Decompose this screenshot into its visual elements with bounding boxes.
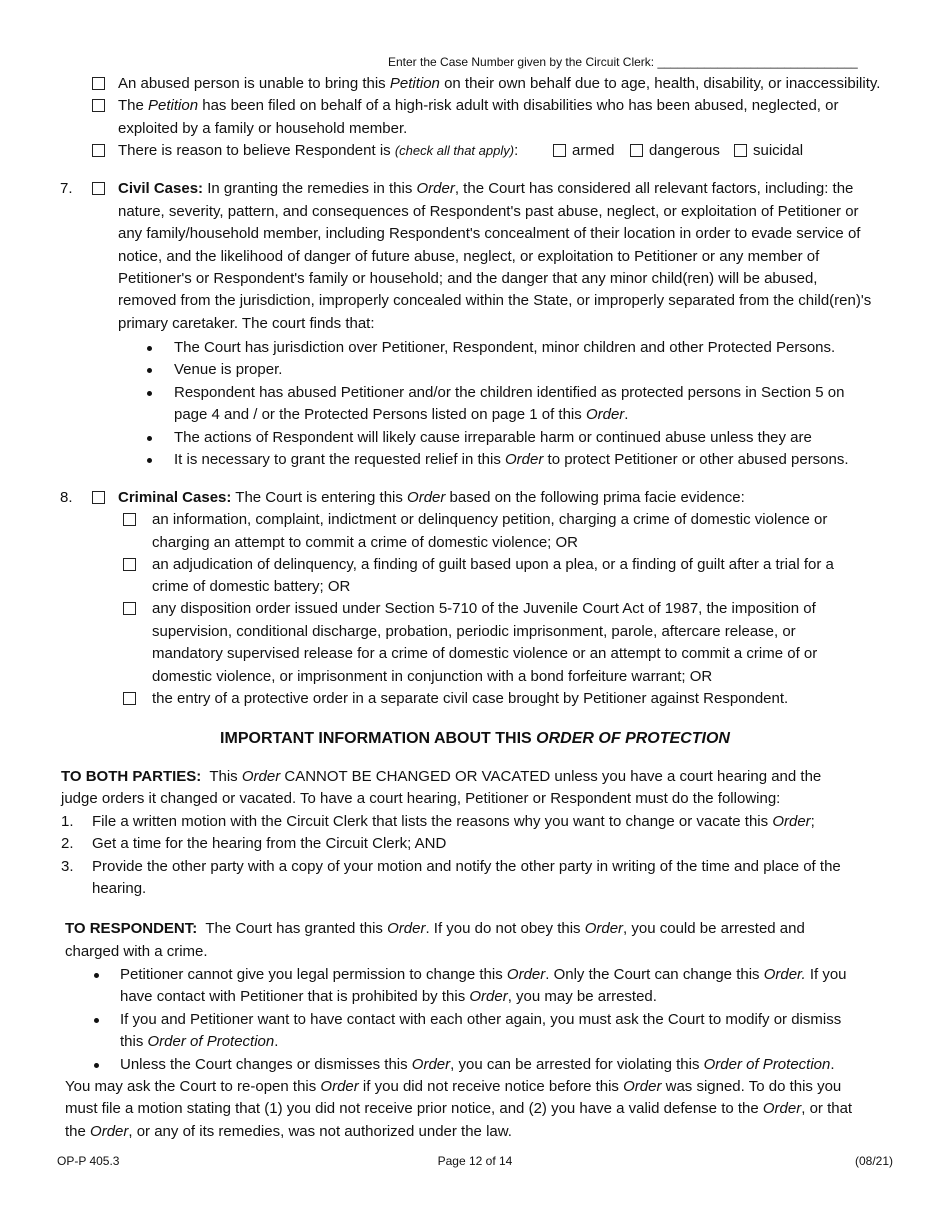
bullet [147, 346, 152, 351]
bullet [147, 368, 152, 373]
civil-cases-checkbox[interactable] [92, 182, 105, 195]
dangerous-label: dangerous [649, 142, 720, 159]
evidence-disposition-text: any disposition order issued under Section 5-710 of the Juvenile Court Act of 1987, the imposition of [152, 600, 816, 617]
evidence-adjudication-text: an adjudication of delinquency, a finding of guilt based upon a plea, or a finding of guilt after a trial for a [152, 556, 834, 573]
civil-cases-line-2: nature, severity, pattern, and consequences of Respondent's past abuse, neglect, or exploitation of Petitioner or [118, 203, 859, 220]
suicidal-label: suicidal [753, 142, 804, 159]
important-info-heading: IMPORTANT INFORMATION ABOUT THIS ORDER OF PROTECTION [220, 730, 730, 747]
armed-label: armed [572, 142, 615, 159]
section-8-number: 8. [60, 489, 73, 506]
bullet [147, 436, 152, 441]
criminal-cases-intro: Criminal Cases: The Court is entering this Order based on the following prima facie evidence: [118, 489, 745, 506]
bullet [94, 1063, 99, 1068]
respondent-risk-text: There is reason to believe Respondent is (check all that apply): [118, 142, 519, 159]
step-3-number: 3. [61, 858, 74, 875]
step-1-number: 1. [61, 813, 74, 830]
dangerous-checkbox[interactable] [630, 144, 643, 157]
evidence-adjudication-checkbox[interactable] [123, 558, 136, 571]
finding-relief: It is necessary to grant the requested relief in this Order to protect Petitioner or other abused persons. [174, 451, 849, 468]
reopen-line-1: You may ask the Court to re-open this Order if you did not receive notice before this Order was signed. To do this you [65, 1078, 842, 1095]
finding-venue: Venue is proper. [174, 361, 283, 378]
bullet [147, 391, 152, 396]
civil-cases-line-4: notice, and the likelihood of danger of future abuse, neglect, or exploitation to Petitioner or any member of [118, 248, 820, 265]
evidence-adjudication-text-2: crime of domestic battery; OR [152, 578, 351, 595]
civil-cases-line-1: Civil Cases: In granting the remedies in this Order, the Court has considered all relevant factors, including: the [118, 180, 854, 197]
case-number-field[interactable]: ______________________________ [657, 55, 858, 69]
evidence-information-checkbox[interactable] [123, 513, 136, 526]
civil-cases-line-7: primary caretaker. The court finds that: [118, 315, 375, 332]
evidence-disposition-text-4: domestic violence, or imprisonment in conjunction with a bond forfeiture warrant; OR [152, 668, 713, 685]
case-number-label: Enter the Case Number given by the Circuit Clerk: ______________________________ [388, 55, 858, 69]
bullet [147, 458, 152, 463]
respondent-line-1: TO RESPONDENT: The Court has granted this Order. If you do not obey this Order, you could be arrested and [65, 920, 805, 937]
section-7-number: 7. [60, 180, 73, 197]
evidence-disposition-text-2: supervision, conditional discharge, probation, periodic imprisonment, parole, aftercare release, or [152, 623, 796, 640]
both-parties-line-1: TO BOTH PARTIES: This Order CANNOT BE CHANGED OR VACATED unless you have a court hearing and the [61, 768, 822, 785]
bullet [94, 973, 99, 978]
suicidal-checkbox[interactable] [734, 144, 747, 157]
step-2-number: 2. [61, 835, 74, 852]
finding-abuse-line2: page 4 and / or the Protected Persons listed on page 1 of this Order. [174, 406, 629, 423]
civil-cases-line-6: removed from the jurisdiction, improperly concealed within the State, or improperly separated from the child(ren)'s [118, 292, 872, 309]
respondent-bullet-2-line2: this Order of Protection. [120, 1033, 279, 1050]
abused-person-unable-checkbox[interactable] [92, 77, 105, 90]
evidence-disposition-text-3: mandatory supervised release for a crime of domestic violence or an attempt to commit a crime of or [152, 645, 818, 662]
high-risk-adult-checkbox[interactable] [92, 99, 105, 112]
civil-cases-line-3: any family/household member, including Respondent's concealment of their location in order to evade service of [118, 225, 861, 242]
respondent-risk-checkbox[interactable] [92, 144, 105, 157]
form-id: OP-P 405.3 [57, 1154, 120, 1168]
evidence-disposition-checkbox[interactable] [123, 602, 136, 615]
step-3-text-2: hearing. [92, 880, 147, 897]
step-1-text: File a written motion with the Circuit Clerk that lists the reasons why you want to change or vacate this Order; [92, 813, 815, 830]
armed-checkbox[interactable] [553, 144, 566, 157]
bullet [94, 1018, 99, 1023]
finding-jurisdiction: The Court has jurisdiction over Petitioner, Respondent, minor children and other Protected Persons. [174, 339, 836, 356]
reopen-line-2: must file a motion stating that (1) you did not receive prior notice, and (2) you have a valid defense to the Order, or that [65, 1100, 853, 1117]
evidence-information-text-2: charging an attempt to commit a crime of domestic violence; OR [152, 534, 579, 551]
form-date: (08/21) [854, 1154, 893, 1168]
page-number: Page 12 of 14 [437, 1154, 513, 1168]
reopen-line-3: the Order, or any of its remedies, was not authorized under the law. [65, 1123, 512, 1140]
both-parties-line-2: judge orders it changed or vacated. To have a court hearing, Petitioner or Respondent must do the following: [61, 790, 781, 807]
step-2-text: Get a time for the hearing from the Circuit Clerk; AND [92, 835, 447, 852]
respondent-bullet-2: If you and Petitioner want to have contact with each other again, you must ask the Court to modify or dismiss [120, 1011, 842, 1028]
criminal-cases-checkbox[interactable] [92, 491, 105, 504]
high-risk-adult-text-line2: exploited by a family or household member. [118, 120, 408, 137]
respondent-bullet-1: Petitioner cannot give you legal permission to change this Order. Only the Court can change this Order. If you [120, 966, 847, 983]
respondent-bullet-3: Unless the Court changes or dismisses this Order, you can be arrested for violating this Order of Protection. [120, 1056, 835, 1073]
respondent-bullet-1-line2: have contact with Petitioner that is prohibited by this Order, you may be arrested. [120, 988, 657, 1005]
step-3-text: Provide the other party with a copy of your motion and notify the other party in writing of the time and place of the [92, 858, 841, 875]
respondent-line-2: charged with a crime. [65, 943, 208, 960]
finding-abuse: Respondent has abused Petitioner and/or the children identified as protected persons in Section 5 on [174, 384, 845, 401]
civil-cases-line-5: Petitioner's or Respondent's family or household; and the danger that any minor child(ren) will be abused, [118, 270, 818, 287]
high-risk-adult-text: The Petition has been filed on behalf of a high-risk adult with disabilities who has been abused, neglected, or [118, 97, 839, 114]
finding-irreparable-harm: The actions of Respondent will likely cause irreparable harm or continued abuse unless they are [174, 429, 812, 446]
evidence-protective-order-text: the entry of a protective order in a separate civil case brought by Petitioner against Respondent. [152, 690, 789, 707]
evidence-information-text: an information, complaint, indictment or delinquency petition, charging a crime of domestic violence or [152, 511, 828, 528]
abused-person-unable-text: An abused person is unable to bring this Petition on their own behalf due to age, health, disability, or inaccessibility. [118, 75, 881, 92]
evidence-protective-order-checkbox[interactable] [123, 692, 136, 705]
